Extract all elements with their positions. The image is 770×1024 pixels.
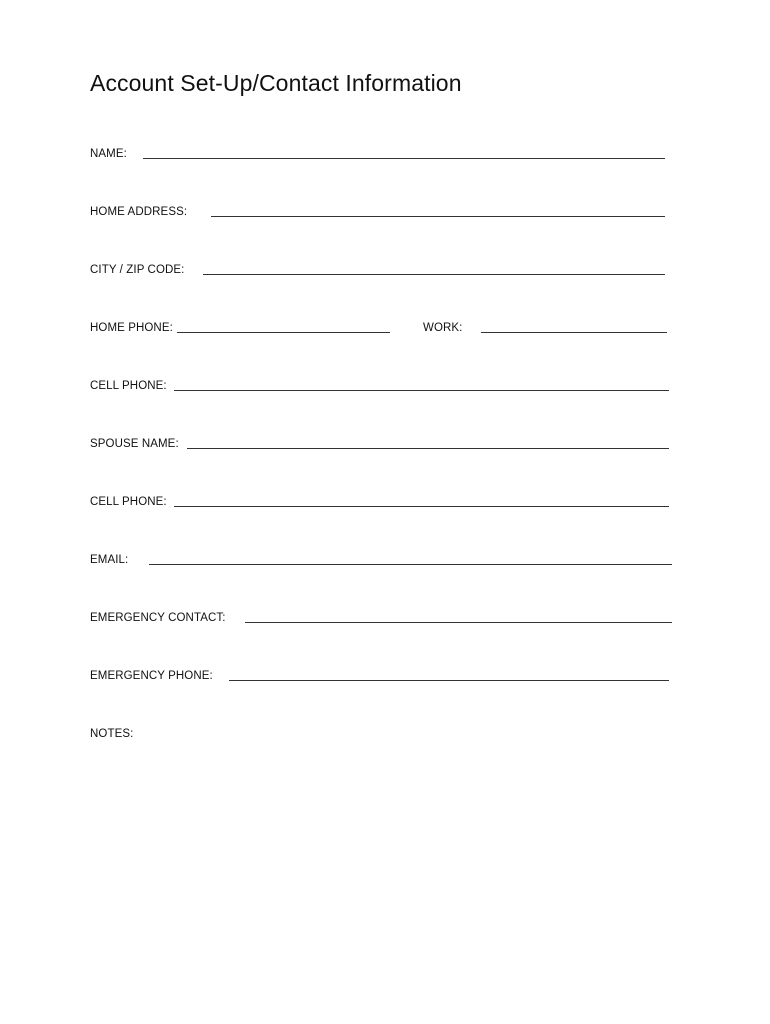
email-row [90, 548, 674, 568]
name-field[interactable] [143, 158, 665, 159]
spouse-cell-phone-label: CELL PHONE: [90, 496, 167, 508]
page-title: Account Set-Up/Contact Information [90, 70, 462, 96]
cell-phone-label: CELL PHONE: [90, 380, 167, 392]
spouse-name-label: SPOUSE NAME: [90, 438, 179, 450]
emergency-phone-label: EMERGENCY PHONE: [90, 670, 213, 682]
home-address-row [90, 200, 670, 220]
notes-label: NOTES: [90, 728, 134, 740]
emergency-contact-label: EMERGENCY CONTACT: [90, 612, 226, 624]
notes-row [90, 722, 672, 742]
home-phone-field[interactable] [177, 332, 390, 333]
emergency-contact-row [90, 606, 674, 626]
name-label: NAME: [90, 148, 127, 160]
notes-area[interactable] [90, 750, 672, 970]
email-field[interactable] [149, 564, 672, 565]
city-zip-row [90, 258, 670, 278]
home-address-field[interactable] [211, 216, 665, 217]
emergency-contact-field[interactable] [245, 622, 672, 623]
cell-phone-row [90, 374, 672, 394]
spouse-cell-phone-field[interactable] [174, 506, 669, 507]
city-zip-field[interactable] [203, 274, 665, 275]
name-row [90, 142, 670, 162]
email-label: EMAIL: [90, 554, 129, 566]
work-phone-field[interactable] [481, 332, 667, 333]
emergency-phone-field[interactable] [229, 680, 669, 681]
spouse-name-row [90, 432, 672, 452]
home-phone-label: HOME PHONE: [90, 322, 173, 334]
cell-phone-field[interactable] [174, 390, 669, 391]
work-label: WORK: [423, 322, 463, 334]
city-zip-label: CITY / ZIP CODE: [90, 264, 185, 276]
home-phone-row [90, 316, 672, 336]
home-address-label: HOME ADDRESS: [90, 206, 188, 218]
spouse-name-field[interactable] [187, 448, 669, 449]
emergency-phone-row [90, 664, 672, 684]
spouse-cell-phone-row [90, 490, 672, 510]
